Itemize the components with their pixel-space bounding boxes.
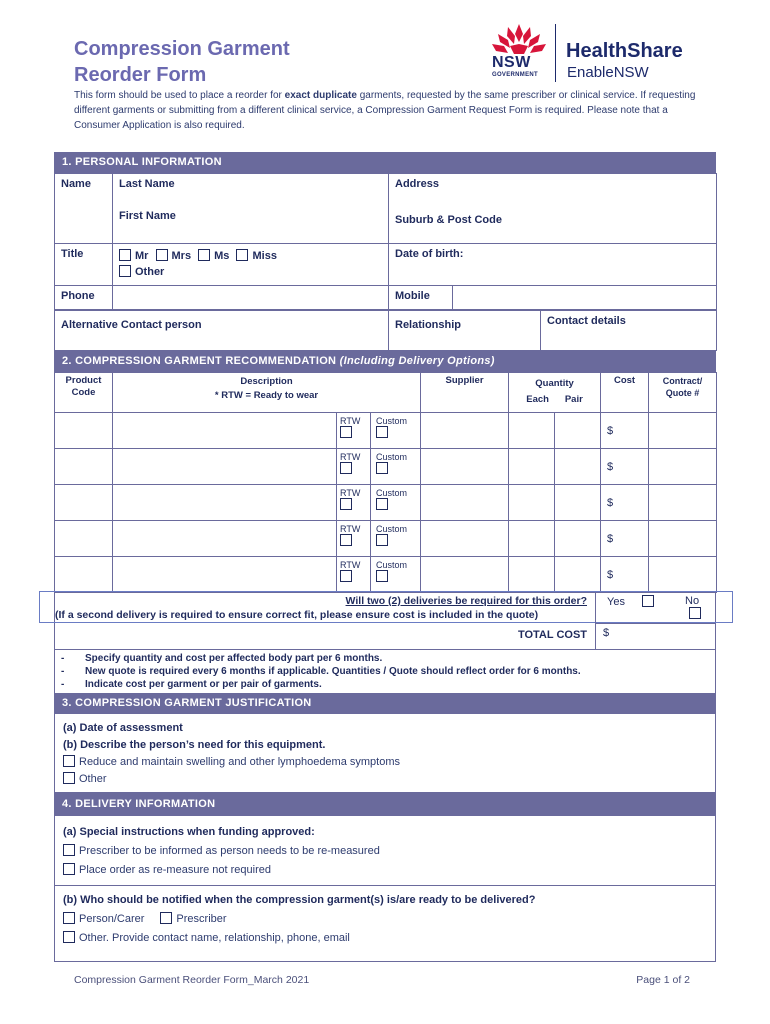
title-ms-checkbox[interactable] xyxy=(198,249,210,261)
personal-info-table xyxy=(54,173,717,310)
custom-cell[interactable] xyxy=(371,485,421,521)
justification-body xyxy=(54,714,716,793)
first-name-field[interactable]: First Name xyxy=(113,206,389,244)
prescriber-informed-label: Prescriber to be informed as person needs to be re-measured xyxy=(79,845,380,857)
custom-checkbox[interactable] xyxy=(376,498,388,510)
nsw-wordmark: NSW xyxy=(492,54,531,71)
supplier-cell[interactable] xyxy=(421,521,509,557)
title-options xyxy=(113,244,389,286)
total-cost-field[interactable]: $ xyxy=(603,627,610,639)
title-label: Title xyxy=(55,244,113,286)
col-description xyxy=(113,373,421,413)
custom-cell[interactable] xyxy=(371,521,421,557)
col-supplier: Supplier xyxy=(421,373,509,413)
justification-other-checkbox[interactable] xyxy=(63,772,75,784)
description-cell[interactable] xyxy=(113,449,337,485)
custom-label: Custom xyxy=(376,488,408,498)
product-code-cell[interactable] xyxy=(55,449,113,485)
rtw-cell[interactable] xyxy=(337,557,371,593)
quantity-pair-cell[interactable] xyxy=(555,557,601,593)
custom-label: Custom xyxy=(376,416,408,426)
reorder-form xyxy=(54,152,716,962)
cost-cell[interactable] xyxy=(601,485,649,521)
title-mr-label: Mr xyxy=(135,250,149,262)
date-assessment-label: (a) Date of assessment xyxy=(63,722,183,734)
supplier-cell[interactable] xyxy=(421,413,509,449)
col-description-label: Description xyxy=(240,376,293,387)
cost-dollar: $ xyxy=(607,569,614,581)
prescriber-checkbox[interactable] xyxy=(160,912,172,924)
name-label: Name xyxy=(55,174,113,244)
custom-cell[interactable] xyxy=(371,557,421,593)
no-label: No xyxy=(685,595,700,607)
title-mrs-checkbox[interactable] xyxy=(156,249,168,261)
notify-other-checkbox[interactable] xyxy=(63,931,75,943)
description-cell[interactable] xyxy=(113,557,337,593)
section1-heading: 1. PERSONAL INFORMATION xyxy=(54,152,716,173)
section2-notes xyxy=(54,649,716,693)
rtw-label: RTW xyxy=(340,452,361,462)
rtw-label: RTW xyxy=(340,416,361,426)
section2-heading xyxy=(54,351,716,372)
col-each-label: Each xyxy=(526,394,549,405)
mobile-field[interactable] xyxy=(453,286,717,310)
rtw-label: RTW xyxy=(340,524,361,534)
special-instructions-label: (a) Special instructions when funding approved: xyxy=(63,826,315,838)
rtw-checkbox[interactable] xyxy=(340,462,352,474)
garment-row xyxy=(55,449,717,485)
cost-cell[interactable] xyxy=(601,449,649,485)
footer-page-number: Page 1 of 2 xyxy=(636,974,690,986)
government-wordmark: GOVERNMENT xyxy=(492,72,539,78)
reduce-swelling-label: Reduce and maintain swelling and other lymphoedema symptoms xyxy=(79,756,401,768)
notify-other-label: Other. Provide contact name, relationship, phone, email xyxy=(79,932,350,944)
title-ms-label: Ms xyxy=(214,250,230,262)
contract-cell[interactable] xyxy=(649,521,717,557)
cost-dollar: $ xyxy=(607,425,614,437)
two-deliveries-question: Will two (2) deliveries be required for this order? xyxy=(345,595,587,607)
phone-label: Phone xyxy=(55,286,113,310)
rtw-cell[interactable] xyxy=(337,485,371,521)
enablensw-wordmark: EnableNSW xyxy=(567,64,649,81)
place-order-checkbox[interactable] xyxy=(63,863,75,875)
form-title xyxy=(74,36,290,88)
note-item: - Indicate cost per garment or per pair of garments. xyxy=(61,679,322,690)
product-code-cell[interactable] xyxy=(55,485,113,521)
logo-divider xyxy=(555,24,556,82)
product-code-cell[interactable] xyxy=(55,521,113,557)
form-title-line1: Compression Garment xyxy=(74,38,290,60)
product-code-cell[interactable] xyxy=(55,557,113,593)
person-carer-label: Person/Carer xyxy=(79,913,145,925)
quantity-pair-cell[interactable] xyxy=(555,449,601,485)
title-miss-label: Miss xyxy=(252,250,277,262)
rtw-checkbox[interactable] xyxy=(340,426,352,438)
cost-dollar: $ xyxy=(607,533,614,545)
quantity-each-cell[interactable] xyxy=(509,557,555,593)
intro-bold: exact duplicate xyxy=(284,90,357,101)
note-item: - New quote is required every 6 months if applicable. Quantities / Quote should reflect order for 6 months. xyxy=(61,666,581,677)
alt-contact-field[interactable]: Alternative Contact person xyxy=(55,311,389,351)
notification-body xyxy=(54,886,716,962)
supplier-cell[interactable] xyxy=(421,449,509,485)
section3-heading: 3. COMPRESSION GARMENT JUSTIFICATION xyxy=(54,693,716,714)
no-checkbox[interactable] xyxy=(689,607,701,619)
phone-field[interactable] xyxy=(113,286,389,310)
suburb-field[interactable]: Suburb & Post Code xyxy=(389,206,717,244)
delivery-question-block xyxy=(54,593,716,649)
cost-cell[interactable] xyxy=(601,521,649,557)
rtw-cell[interactable] xyxy=(337,449,371,485)
title-mr-checkbox[interactable] xyxy=(119,249,131,261)
custom-checkbox[interactable] xyxy=(376,534,388,546)
contract-cell[interactable] xyxy=(649,485,717,521)
title-other-label: Other xyxy=(135,266,165,278)
contract-cell[interactable] xyxy=(649,557,717,593)
rtw-cell[interactable] xyxy=(337,413,371,449)
quantity-pair-cell[interactable] xyxy=(555,521,601,557)
section4-heading: 4. DELIVERY INFORMATION xyxy=(54,793,716,816)
col-contract: Contract/ Quote # xyxy=(649,373,717,413)
footer-form-name: Compression Garment Reorder Form_March 2021 xyxy=(74,974,310,986)
total-cost-label: TOTAL COST xyxy=(517,629,587,641)
yes-option xyxy=(607,595,658,608)
supplier-cell[interactable] xyxy=(421,557,509,593)
quantity-each-cell[interactable] xyxy=(509,449,555,485)
custom-cell[interactable] xyxy=(371,449,421,485)
contract-cell[interactable] xyxy=(649,449,717,485)
description-cell[interactable] xyxy=(113,521,337,557)
supplier-cell[interactable] xyxy=(421,485,509,521)
garment-table xyxy=(54,372,717,593)
contract-cell[interactable] xyxy=(649,413,717,449)
quantity-each-cell[interactable] xyxy=(509,413,555,449)
nsw-healthshare-logo xyxy=(488,22,708,84)
custom-checkbox[interactable] xyxy=(376,570,388,582)
healthshare-wordmark: HealthShare xyxy=(566,40,683,62)
description-cell[interactable] xyxy=(113,485,337,521)
contact-details-field[interactable]: Contact details xyxy=(541,311,717,351)
description-cell[interactable] xyxy=(113,413,337,449)
justification-other-label: Other xyxy=(79,773,107,785)
yes-checkbox[interactable] xyxy=(642,595,654,607)
section2-heading-text: 2. COMPRESSION GARMENT RECOMMENDATION xyxy=(62,355,337,367)
col-cost: Cost xyxy=(601,373,649,413)
prescriber-informed-checkbox[interactable] xyxy=(63,844,75,856)
garment-row xyxy=(55,521,717,557)
col-product-code: Product Code xyxy=(55,373,113,413)
note-item: - Specify quantity and cost per affected body part per 6 months. xyxy=(61,653,383,664)
intro-post: garments, requested by the same prescriber or clinical service. If requesting different garments or submitting from a different clinical service, a Compression Garment Request Form is required. Please note that a Consumer Application is also required. xyxy=(74,90,696,131)
rtw-checkbox[interactable] xyxy=(340,570,352,582)
place-order-label: Place order as re-measure not required xyxy=(79,864,271,876)
col-quantity-label: Quantity xyxy=(535,378,574,389)
last-name-field[interactable]: Last Name xyxy=(113,174,389,206)
cost-cell[interactable] xyxy=(601,413,649,449)
rtw-checkbox[interactable] xyxy=(340,534,352,546)
rtw-cell[interactable] xyxy=(337,521,371,557)
notified-label: (b) Who should be notified when the compression garment(s) is/are ready to be delivered? xyxy=(63,894,536,906)
custom-label: Custom xyxy=(376,452,408,462)
reduce-swelling-checkbox[interactable] xyxy=(63,755,75,767)
title-mrs-label: Mrs xyxy=(171,250,192,262)
yes-label: Yes xyxy=(607,596,625,608)
person-carer-checkbox[interactable] xyxy=(63,912,75,924)
quantity-each-cell[interactable] xyxy=(509,485,555,521)
custom-checkbox[interactable] xyxy=(376,462,388,474)
col-pair-label: Pair xyxy=(564,394,583,405)
relationship-field[interactable]: Relationship xyxy=(389,311,541,351)
custom-checkbox[interactable] xyxy=(376,426,388,438)
custom-label: Custom xyxy=(376,560,408,570)
intro-text xyxy=(74,88,704,133)
describe-need-label: (b) Describe the person’s need for this equipment. xyxy=(63,739,326,751)
garment-row xyxy=(55,413,717,449)
rtw-checkbox[interactable] xyxy=(340,498,352,510)
prescriber-label: Prescriber xyxy=(176,913,227,925)
rtw-label: RTW xyxy=(340,560,361,570)
quantity-each-cell[interactable] xyxy=(509,521,555,557)
form-title-line2: Reorder Form xyxy=(74,64,207,86)
dob-field[interactable]: Date of birth: xyxy=(389,244,717,286)
product-code-cell[interactable] xyxy=(55,413,113,449)
cost-dollar: $ xyxy=(607,497,614,509)
col-quantity xyxy=(509,373,601,413)
col-rtw-note: * RTW = Ready to wear xyxy=(214,390,319,401)
custom-label: Custom xyxy=(376,524,408,534)
custom-cell[interactable] xyxy=(371,413,421,449)
two-deliveries-note: (If a second delivery is required to ensure correct fit, please ensure cost is included in the quote) xyxy=(55,609,539,621)
quantity-pair-cell[interactable] xyxy=(555,485,601,521)
alt-contact-table xyxy=(54,310,717,351)
title-miss-checkbox[interactable] xyxy=(236,249,248,261)
special-instructions-body xyxy=(54,816,716,886)
quantity-pair-cell[interactable] xyxy=(555,413,601,449)
rtw-label: RTW xyxy=(340,488,361,498)
cost-cell[interactable] xyxy=(601,557,649,593)
garment-row xyxy=(55,485,717,521)
mobile-label: Mobile xyxy=(389,286,453,310)
intro-pre: This form should be used to place a reorder for xyxy=(74,90,285,101)
title-other-checkbox[interactable] xyxy=(119,265,131,277)
no-option xyxy=(685,595,715,620)
cost-dollar: $ xyxy=(607,461,614,473)
garment-row xyxy=(55,557,717,593)
address-field[interactable]: Address xyxy=(389,174,717,206)
section2-heading-italic: (Including Delivery Options) xyxy=(339,355,495,367)
